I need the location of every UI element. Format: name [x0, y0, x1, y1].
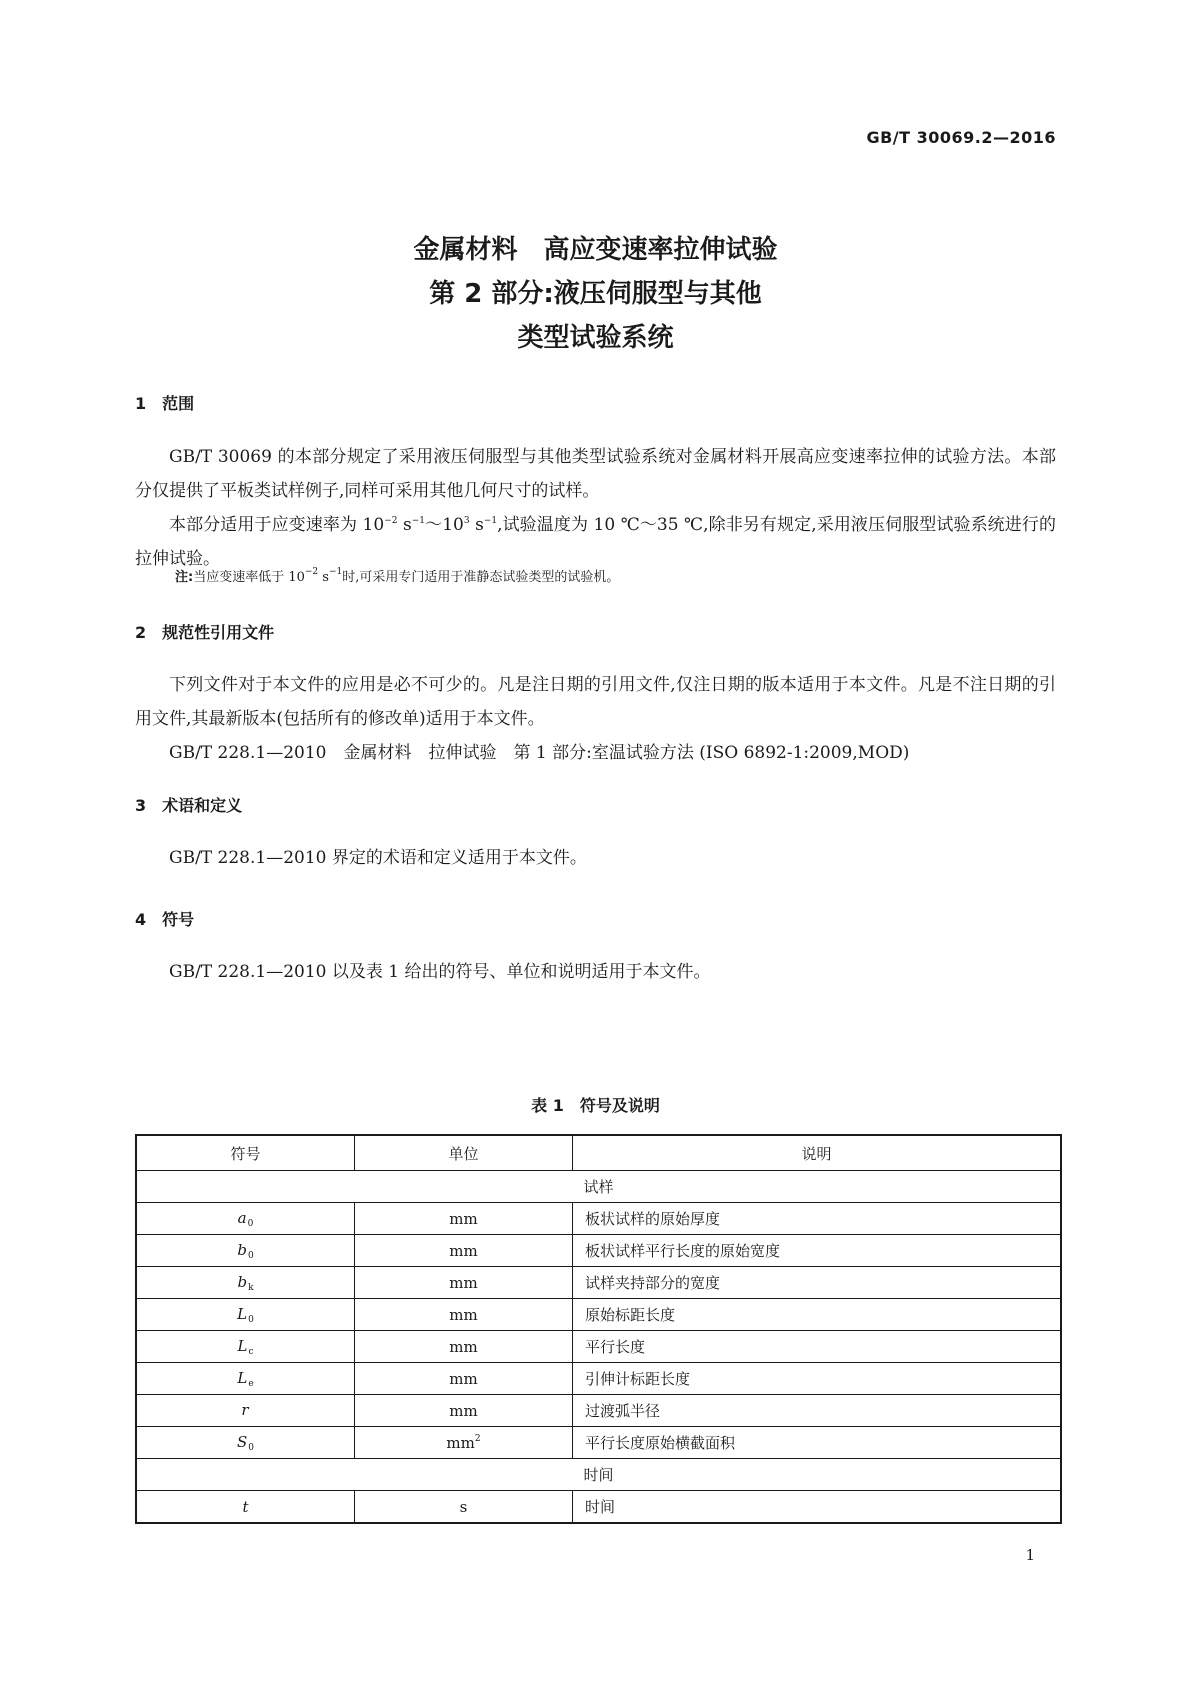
section-2-body [135, 668, 1056, 770]
title-line-1: 金属材料 高应变速率拉伸试验 [413, 235, 778, 265]
note-label: 注: [175, 570, 194, 585]
table-header-row [136, 1135, 1061, 1171]
unit-cell: $mm^2$ [355, 1427, 573, 1459]
document-title [0, 228, 1191, 360]
symbol-cell: $b_k$ [136, 1267, 355, 1299]
table-row [136, 1203, 1061, 1235]
section-1-heading: 1 范围 [135, 394, 195, 413]
symbol-cell: t [136, 1491, 355, 1524]
description-cell: 试样夹持部分的宽度 [573, 1267, 1062, 1299]
unit-cell: mm [355, 1363, 573, 1395]
table-row [136, 1331, 1061, 1363]
symbol-cell: $L_c$ [136, 1331, 355, 1363]
description-cell: 过渡弧半径 [573, 1395, 1062, 1427]
unit-cell: mm [355, 1299, 573, 1331]
table-row [136, 1395, 1061, 1427]
description-cell: 平行长度原始横截面积 [573, 1427, 1062, 1459]
table-caption: 表 1 符号及说明 [531, 1096, 660, 1115]
section-4-body [135, 955, 1056, 989]
section-1-paragraph-2: 本部分适用于应变速率为 $10^{-2}$ $s^{-1}\sim 10^3$ $s^{-1}$,试验温度为 10 ℃～35 ℃,除非另有规定,采用液压伺服型试验系统进行的拉伸试验。 [135, 515, 1056, 569]
unit-cell: mm [355, 1395, 573, 1427]
symbols-table [135, 1134, 1062, 1524]
group-specimen: 试样 [136, 1171, 1061, 1203]
unit-cell: s [355, 1491, 573, 1524]
section-3-heading: 3 术语和定义 [135, 796, 243, 815]
table-group-row [136, 1459, 1061, 1491]
table-row [136, 1427, 1061, 1459]
symbol-cell: $L_e$ [136, 1363, 355, 1395]
section-1-paragraph-1: GB/T 30069 的本部分规定了采用液压伺服型与其他类型试验系统对金属材料开展高应变速率拉伸的试验方法。本部分仅提供了平板类试样例子,同样可采用其他几何尺寸的试样。 [135, 447, 1056, 501]
table-row [136, 1491, 1061, 1524]
unit-cell: mm [355, 1203, 573, 1235]
unit-cell: mm [355, 1267, 573, 1299]
table-row [136, 1235, 1061, 1267]
section-2-paragraph-1: 下列文件对于本文件的应用是必不可少的。凡是注日期的引用文件,仅注日期的版本适用于本文件。凡是不注日期的引用文件,其最新版本(包括所有的修改单)适用于本文件。 [135, 675, 1056, 729]
symbol-cell: $b_0$ [136, 1235, 355, 1267]
title-line-3: 类型试验系统 [517, 323, 674, 353]
section-4-paragraph-1: GB/T 228.1—2010 以及表 1 给出的符号、单位和说明适用于本文件。 [169, 962, 711, 982]
description-cell: 时间 [573, 1491, 1062, 1524]
section-1-body [135, 440, 1056, 576]
group-time: 时间 [136, 1459, 1061, 1491]
title-line-2: 第 2 部分:液压伺服型与其他 [429, 279, 762, 309]
table-row [136, 1363, 1061, 1395]
unit-cell: mm [355, 1331, 573, 1363]
section-3-body [135, 841, 1056, 875]
description-cell: 原始标距长度 [573, 1299, 1062, 1331]
symbol-cell: $a_0$ [136, 1203, 355, 1235]
header-symbol: 符号 [136, 1135, 355, 1171]
symbol-cell: r [136, 1395, 355, 1427]
header-description: 说明 [573, 1135, 1062, 1171]
symbol-cell: $S_0$ [136, 1427, 355, 1459]
standard-number: GB/T 30069.2—2016 [866, 128, 1056, 147]
unit-cell: mm [355, 1235, 573, 1267]
section-3-paragraph-1: GB/T 228.1—2010 界定的术语和定义适用于本文件。 [169, 848, 587, 868]
symbol-cell: $L_0$ [136, 1299, 355, 1331]
page-number: 1 [1025, 1546, 1035, 1564]
description-cell: 板状试样的原始厚度 [573, 1203, 1062, 1235]
section-2-heading: 2 规范性引用文件 [135, 623, 275, 642]
header-unit: 单位 [355, 1135, 573, 1171]
description-cell: 板状试样平行长度的原始宽度 [573, 1235, 1062, 1267]
section-4-heading: 4 符号 [135, 910, 195, 929]
description-cell: 平行长度 [573, 1331, 1062, 1363]
section-2-reference: GB/T 228.1—2010 金属材料 拉伸试验 第 1 部分:室温试验方法 (ISO 6892-1:2009,MOD) [169, 743, 910, 763]
table-group-row [136, 1171, 1061, 1203]
description-cell: 引伸计标距长度 [573, 1363, 1062, 1395]
table-row [136, 1299, 1061, 1331]
table-row [136, 1267, 1061, 1299]
section-1-note: 注:当应变速率低于 $10^{-2}$ $s^{-1}$时,可采用专门适用于准静态试验类型的试验机。 [175, 567, 620, 585]
